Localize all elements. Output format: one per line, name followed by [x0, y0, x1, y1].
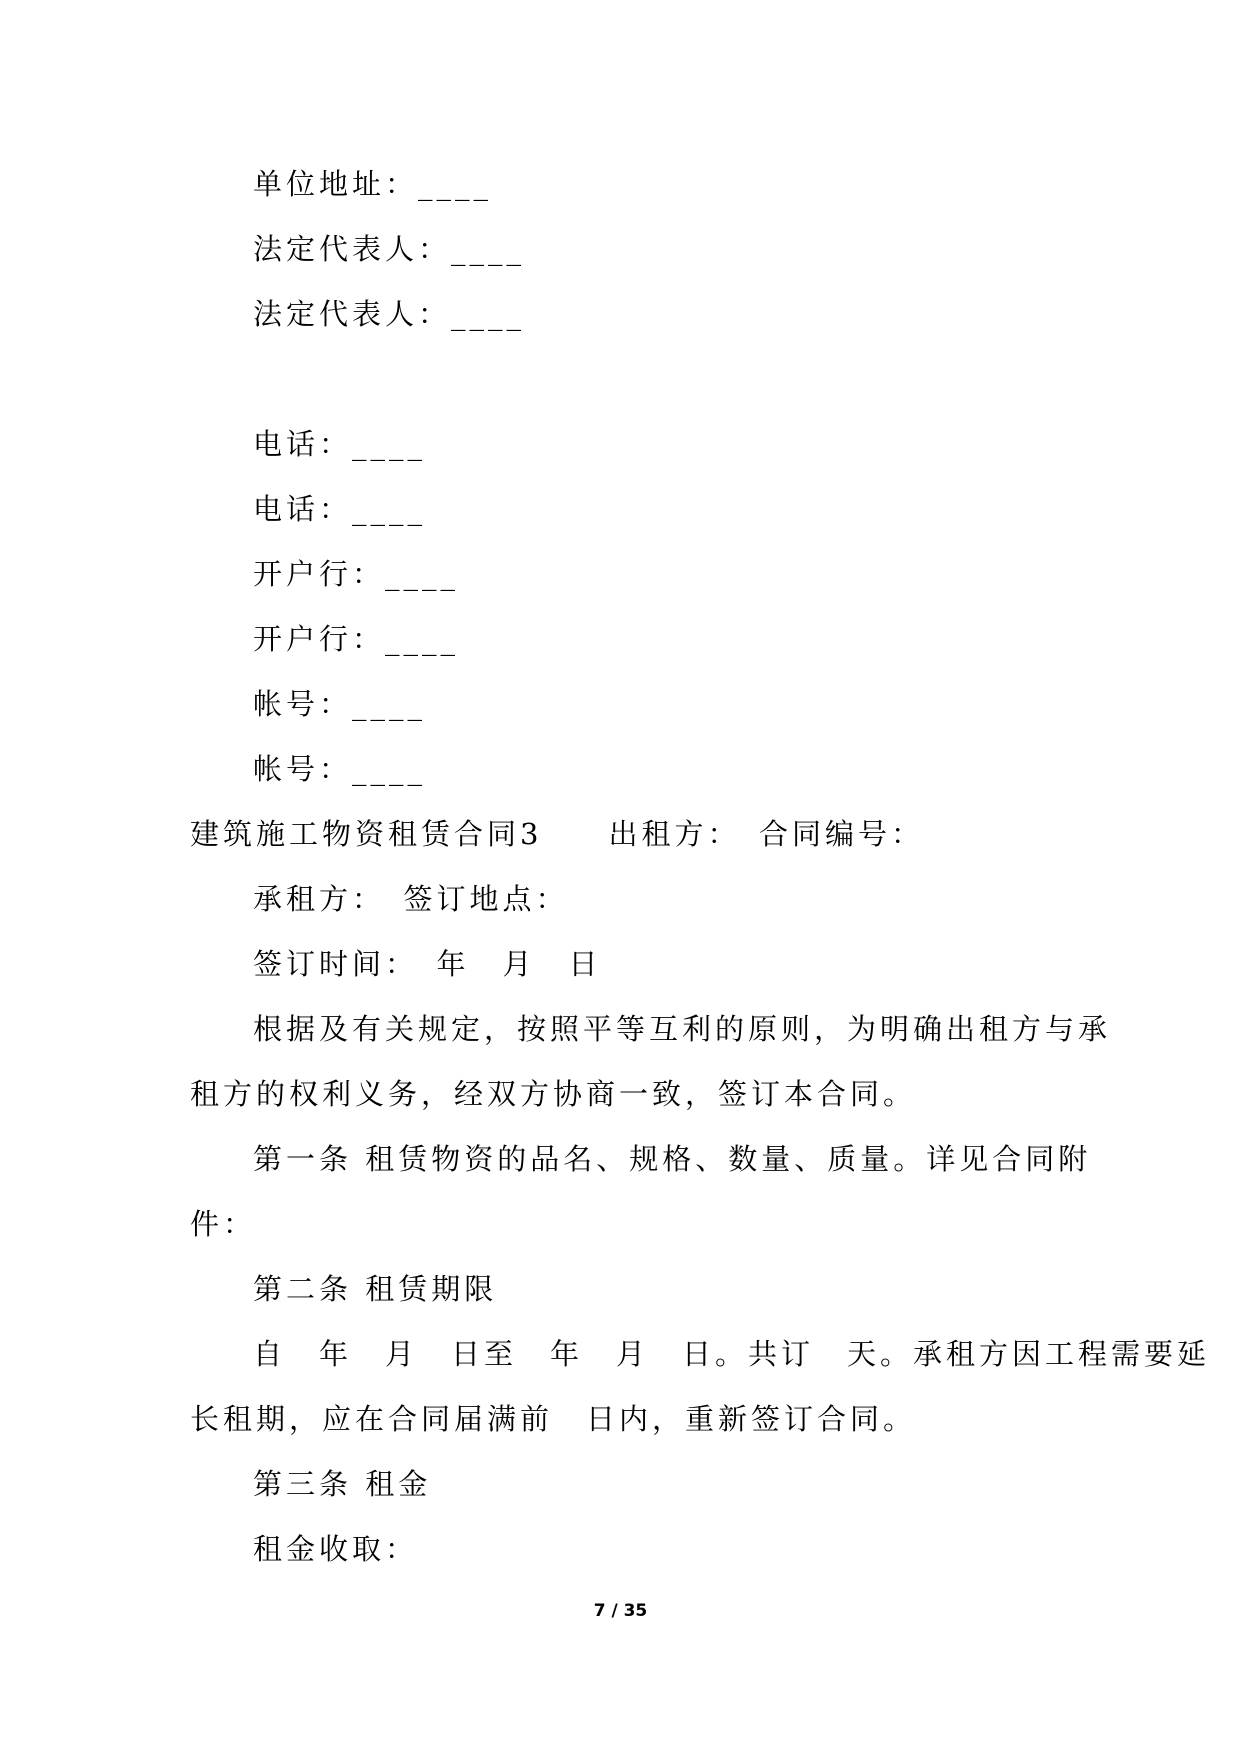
rent-collection-line: 租金收取： [253, 1532, 419, 1566]
article-2-body-line: 自 年 月 日至 年 月 日。共订 天。承租方因工程需要延 [253, 1337, 1211, 1371]
unit-address-line: 单位地址：____ [253, 167, 493, 201]
account-line: 帐号：____ [253, 687, 427, 721]
article-1-cont-line: 件： [190, 1207, 257, 1241]
bank-line: 开户行：____ [253, 622, 460, 656]
paragraph-line: 租方的权利义务，经双方协商一致，签订本合同。 [190, 1077, 917, 1111]
bank-line: 开户行：____ [253, 557, 460, 591]
article-2-body-line: 长租期，应在合同届满前 日内，重新签订合同。 [190, 1402, 917, 1436]
lessee-line: 承租方： 签订地点： [253, 882, 569, 916]
legal-representative-line: 法定代表人：____ [253, 232, 526, 266]
signing-time-line: 签订时间： 年 月 日 [253, 947, 602, 981]
article-3-heading: 第三条 租金 [253, 1467, 432, 1501]
phone-line: 电话：____ [253, 492, 427, 526]
contract-title-line: 建筑施工物资租赁合同3 出租方： 合同编号： [190, 817, 924, 851]
article-2-heading: 第二条 租赁期限 [253, 1272, 498, 1306]
article-1-line: 第一条 租赁物资的品名、规格、数量、质量。详见合同附 [253, 1142, 1092, 1176]
phone-line: 电话：____ [253, 427, 427, 461]
account-line: 帐号：____ [253, 752, 427, 786]
legal-representative-line: 法定代表人：____ [253, 297, 526, 331]
page-number: 7 / 35 [593, 1601, 648, 1621]
paragraph-line: 根据及有关规定，按照平等互利的原则，为明确出租方与承 [253, 1012, 1112, 1046]
